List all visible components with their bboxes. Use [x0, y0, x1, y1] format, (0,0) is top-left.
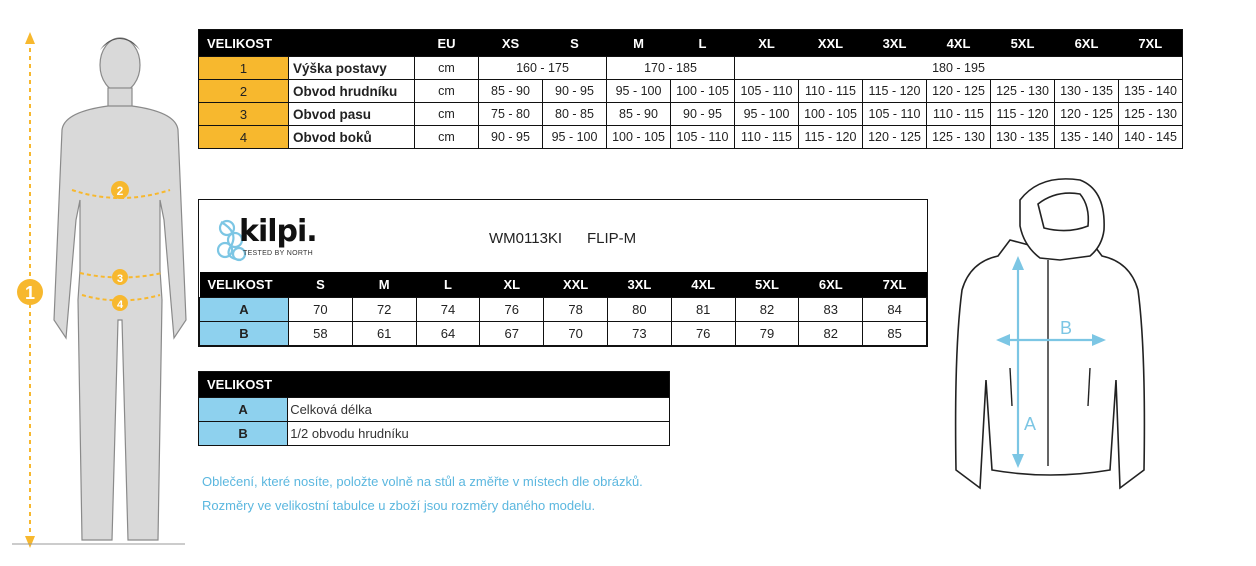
svg-text:4: 4: [116, 299, 124, 311]
header-blank: [288, 372, 670, 398]
header-6xl: 6XL: [799, 272, 863, 298]
header-s: S: [543, 30, 607, 57]
table-cell: 64: [416, 322, 480, 346]
marker-3: [112, 269, 128, 285]
marker-2: [111, 181, 129, 199]
table-cell: 83: [799, 298, 863, 322]
product-code: WM0113KI: [489, 230, 563, 247]
model-size-table: [199, 272, 927, 346]
table-cell: 90 - 95: [543, 80, 607, 103]
row-number: 2: [199, 80, 289, 103]
header-3xl: 3XL: [607, 272, 671, 298]
table-cell: 140 - 145: [1119, 126, 1183, 149]
row-label: B: [199, 422, 288, 446]
table-row: [199, 126, 1183, 149]
table-cell: 130 - 135: [1055, 80, 1119, 103]
table-cell: 70: [544, 322, 608, 346]
table-row: [200, 298, 927, 322]
table-cell: 115 - 120: [799, 126, 863, 149]
row-number: 4: [199, 126, 289, 149]
row-unit: cm: [415, 126, 479, 149]
header-6xl: 6XL: [1055, 30, 1119, 57]
header-5xl: 5XL: [991, 30, 1055, 57]
brand-tagline: TESTED BY NORTH: [243, 250, 313, 257]
jacket-label-a: A: [1024, 414, 1037, 434]
table-cell: 85: [863, 322, 927, 346]
row-label: A: [200, 298, 289, 322]
table-cell: 84: [863, 298, 927, 322]
table-cell: 85 - 90: [479, 80, 543, 103]
table-cell: 105 - 110: [863, 103, 927, 126]
jacket-label-b: B: [1060, 318, 1073, 338]
product-name: FLIP-M: [587, 230, 637, 247]
table-cell: 100 - 105: [799, 103, 863, 126]
table-cell: 115 - 120: [863, 80, 927, 103]
header-velikost: VELIKOST: [199, 372, 288, 398]
header-7xl: 7XL: [1119, 30, 1183, 57]
header-m: M: [352, 272, 416, 298]
instruction-note: Oblečení, které nosíte, položte volně na stůl a změřte v místech dle obrázků.: [202, 474, 643, 489]
table-cell: 81: [671, 298, 735, 322]
marker-1: [17, 279, 43, 305]
header-4xl: 4XL: [671, 272, 735, 298]
svg-text:1: 1: [24, 283, 36, 303]
table-cell: 90 - 95: [671, 103, 735, 126]
table-cell: 180 - 195: [735, 57, 1183, 80]
row-label: Obvod boků: [289, 126, 415, 149]
table-cell: 160 - 175: [479, 57, 607, 80]
table-cell: 115 - 120: [991, 103, 1055, 126]
table-cell: 130 - 135: [991, 126, 1055, 149]
svg-text:2: 2: [116, 184, 124, 198]
body-measurement-figure: [0, 20, 200, 550]
row-unit: cm: [415, 80, 479, 103]
table-cell: 70: [289, 298, 353, 322]
row-unit: cm: [415, 103, 479, 126]
brand-name: kilpi.: [239, 214, 317, 249]
table-cell: 80: [607, 298, 671, 322]
table-row: [200, 322, 927, 346]
table-cell: 95 - 100: [607, 80, 671, 103]
table-cell: 74: [416, 298, 480, 322]
table-cell: 80 - 85: [543, 103, 607, 126]
header-m: M: [607, 30, 671, 57]
table-cell: 85 - 90: [607, 103, 671, 126]
product-header: [199, 200, 927, 272]
table-cell: 76: [671, 322, 735, 346]
header-velikost: VELIKOST: [199, 30, 289, 57]
table-cell: 110 - 115: [927, 103, 991, 126]
row-number: 3: [199, 103, 289, 126]
table-cell: 61: [352, 322, 416, 346]
table-cell: 110 - 115: [799, 80, 863, 103]
svg-text:3: 3: [116, 273, 124, 285]
table-row: [199, 103, 1183, 126]
row-description: 1/2 obvodu hrudníku: [288, 422, 670, 446]
model-size-card: [198, 199, 928, 347]
table-cell: 105 - 110: [735, 80, 799, 103]
row-number: 1: [199, 57, 289, 80]
row-label: Výška postavy: [289, 57, 415, 80]
table-row: [199, 57, 1183, 80]
table-cell: 125 - 130: [1119, 103, 1183, 126]
table-row: [199, 422, 670, 446]
table-cell: 120 - 125: [1055, 103, 1119, 126]
table-cell: 125 - 130: [991, 80, 1055, 103]
header-xxl: XXL: [799, 30, 863, 57]
header-xl: XL: [480, 272, 544, 298]
header-xs: XS: [479, 30, 543, 57]
table-cell: 82: [799, 322, 863, 346]
model-note: Rozměry ve velikostní tabulce u zboží jsou rozměry daného modelu.: [202, 498, 596, 513]
header-velikost: VELIKOST: [200, 272, 289, 298]
table-cell: 73: [607, 322, 671, 346]
table-cell: 135 - 140: [1055, 126, 1119, 149]
header-xxl: XXL: [544, 272, 608, 298]
header-l: L: [416, 272, 480, 298]
table-cell: 76: [480, 298, 544, 322]
row-unit: cm: [415, 57, 479, 80]
row-label: A: [199, 398, 288, 422]
header-l: L: [671, 30, 735, 57]
header-4xl: 4XL: [927, 30, 991, 57]
table-cell: 82: [735, 298, 799, 322]
header-3xl: 3XL: [863, 30, 927, 57]
table-cell: 72: [352, 298, 416, 322]
row-label: B: [200, 322, 289, 346]
table-cell: 110 - 115: [735, 126, 799, 149]
body-size-table: [198, 29, 1183, 149]
table-cell: 120 - 125: [927, 80, 991, 103]
table-cell: 58: [289, 322, 353, 346]
legend-table: [198, 371, 670, 446]
header-5xl: 5XL: [735, 272, 799, 298]
table-cell: 135 - 140: [1119, 80, 1183, 103]
table-cell: 170 - 185: [607, 57, 735, 80]
table-cell: 95 - 100: [735, 103, 799, 126]
table-cell: 125 - 130: [927, 126, 991, 149]
table-cell: 79: [735, 322, 799, 346]
header-blank: [289, 30, 415, 57]
table-cell: 100 - 105: [607, 126, 671, 149]
table-cell: 75 - 80: [479, 103, 543, 126]
row-label: Obvod hrudníku: [289, 80, 415, 103]
table-row: [199, 80, 1183, 103]
header-xl: XL: [735, 30, 799, 57]
table-cell: 105 - 110: [671, 126, 735, 149]
table-cell: 78: [544, 298, 608, 322]
table-row: [199, 398, 670, 422]
table-cell: 100 - 105: [671, 80, 735, 103]
table-cell: 120 - 125: [863, 126, 927, 149]
table-cell: 95 - 100: [543, 126, 607, 149]
header-eu: EU: [415, 30, 479, 57]
row-description: Celková délka: [288, 398, 670, 422]
row-label: Obvod pasu: [289, 103, 415, 126]
header-s: S: [289, 272, 353, 298]
table-cell: 67: [480, 322, 544, 346]
table-cell: 90 - 95: [479, 126, 543, 149]
marker-4: [112, 295, 128, 311]
header-7xl: 7XL: [863, 272, 927, 298]
jacket-measurement-figure: [940, 170, 1160, 500]
